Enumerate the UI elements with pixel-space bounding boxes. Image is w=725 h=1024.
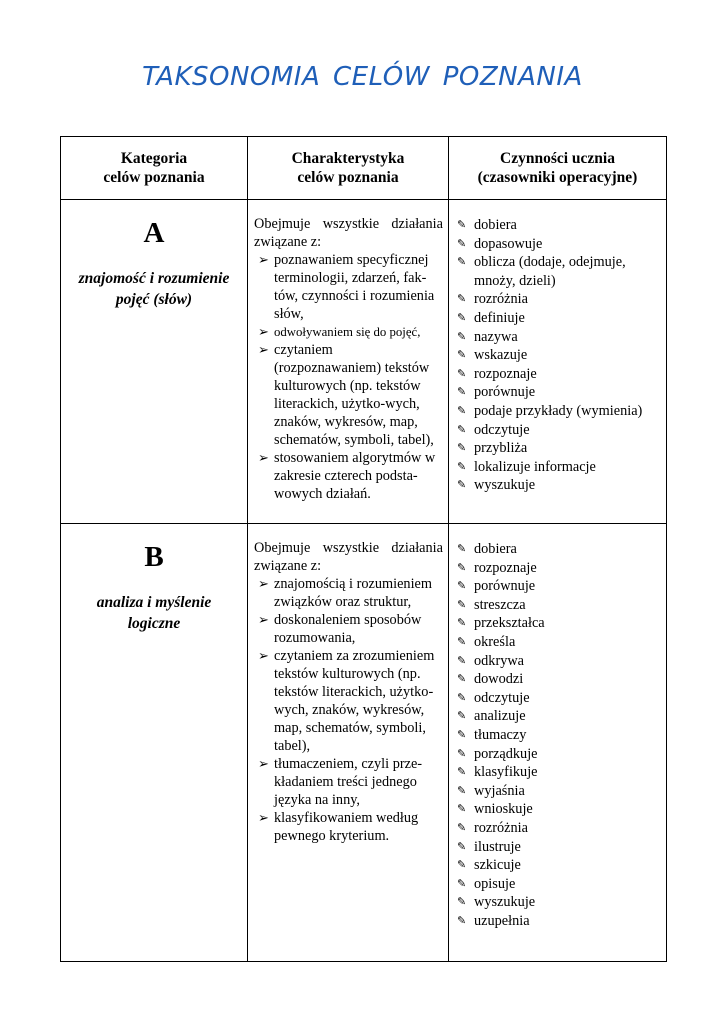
category-name: znajomość i rozumienie pojęć (słów) bbox=[78, 270, 230, 308]
arrow-bullet-icon: ➢ bbox=[258, 756, 269, 771]
list-item: ✎ przekształca bbox=[457, 615, 545, 632]
pencil-icon: ✎ bbox=[457, 422, 467, 436]
list-item: ✎ porządkuje bbox=[457, 745, 538, 762]
category-letter: B bbox=[144, 541, 164, 573]
header-category: Kategoria celów poznania bbox=[61, 137, 248, 200]
pencil-icon: ✎ bbox=[457, 292, 467, 306]
arrow-bullet-icon: ➢ bbox=[258, 324, 269, 339]
arrow-bullet-icon: ➢ bbox=[258, 252, 269, 267]
header-characteristics: Charakterystyka celów poznania bbox=[248, 137, 449, 200]
list-item: ✎ porównuje bbox=[457, 578, 536, 595]
list-item: ✎ streszcza bbox=[457, 596, 526, 613]
list-item: ➢ czytaniem za zrozumieniem tekstów kulturowych (np. tekstów literackich, użytko-wych, znaków, wykresów, map, schematów, symboli, tabel), bbox=[258, 648, 435, 754]
pencil-icon: ✎ bbox=[457, 895, 467, 909]
pencil-icon: ✎ bbox=[457, 218, 467, 231]
list-item: ✎ wskazuje bbox=[457, 347, 528, 364]
pencil-icon: ✎ bbox=[457, 441, 467, 455]
arrow-bullet-icon: ➢ bbox=[258, 450, 269, 465]
pencil-icon: ✎ bbox=[457, 913, 467, 927]
arrow-bullet-icon: ➢ bbox=[258, 342, 269, 357]
list-item: ✎ wyszukuje bbox=[457, 894, 536, 911]
list-item: ✎ rozróżnia bbox=[457, 819, 528, 836]
list-item: ✎ określa bbox=[457, 633, 516, 650]
pencil-icon: ✎ bbox=[457, 366, 467, 380]
list-item: ➢ poznawaniem specyficznej terminologii, zdarzeń, fak-tów, czynności i rozumienia słów, bbox=[258, 252, 435, 322]
list-item: ➢ doskonaleniem sposobów rozumowania, bbox=[258, 612, 422, 646]
list-item: ➢ tłumaczeniem, czyli prze-kładaniem treści jednego języka na inny, bbox=[258, 756, 423, 808]
pencil-icon: ✎ bbox=[457, 709, 467, 723]
arrow-bullet-icon: ➢ bbox=[258, 576, 269, 591]
characteristics-cell bbox=[248, 524, 449, 962]
pencil-icon: ✎ bbox=[457, 579, 467, 593]
list-item: ✎ dopasowuje bbox=[457, 235, 543, 252]
pencil-icon: ✎ bbox=[457, 348, 467, 362]
list-item: ✎ opisuje bbox=[457, 875, 516, 892]
list-item: ✎ lokalizuje informacje bbox=[457, 458, 596, 475]
characteristics-intro: Obejmuje wszystkie działania związane z: bbox=[254, 540, 443, 574]
list-item: ➢ znajomością i rozumieniem związków oraz struktur, bbox=[258, 576, 433, 610]
pencil-icon: ✎ bbox=[457, 783, 467, 797]
pencil-icon: ✎ bbox=[457, 329, 467, 343]
pencil-icon: ✎ bbox=[457, 597, 467, 611]
category-letter: A bbox=[143, 217, 165, 249]
pencil-icon: ✎ bbox=[457, 765, 467, 779]
taxonomy-table bbox=[60, 136, 667, 962]
list-item: ✎ nazywa bbox=[457, 328, 518, 345]
characteristics-list bbox=[254, 575, 443, 845]
pencil-icon: ✎ bbox=[457, 802, 467, 816]
pencil-icon: ✎ bbox=[457, 858, 467, 872]
verbs-list bbox=[457, 540, 660, 930]
list-item: ✎ klasyfikuje bbox=[457, 764, 538, 781]
pencil-icon: ✎ bbox=[457, 478, 467, 492]
pencil-icon: ✎ bbox=[457, 653, 467, 667]
pencil-icon: ✎ bbox=[457, 820, 467, 834]
pencil-icon: ✎ bbox=[457, 672, 467, 686]
list-item: ✎ odczytuje bbox=[457, 689, 530, 706]
list-item: ➢ stosowaniem algorytmów w zakresie czterech podsta-wowych działań. bbox=[258, 450, 436, 502]
pencil-icon: ✎ bbox=[457, 385, 467, 399]
list-item: ✎ rozpoznaje bbox=[457, 365, 537, 382]
pencil-icon: ✎ bbox=[457, 839, 467, 853]
list-item: ✎ szkicuje bbox=[457, 857, 521, 874]
pencil-icon: ✎ bbox=[457, 255, 467, 269]
list-item: ✎ definiuje bbox=[457, 309, 525, 326]
list-item: ✎ odczytuje bbox=[457, 421, 530, 438]
arrow-bullet-icon: ➢ bbox=[258, 612, 269, 627]
list-item: ✎ porównuje bbox=[457, 384, 536, 401]
list-item: ✎ rozróżnia bbox=[457, 291, 528, 308]
arrow-bullet-icon: ➢ bbox=[258, 810, 269, 825]
pencil-icon: ✎ bbox=[457, 236, 467, 250]
table-header-row bbox=[61, 137, 667, 200]
pencil-icon: ✎ bbox=[457, 876, 467, 890]
list-item: ✎ tłumaczy bbox=[457, 726, 527, 743]
list-item: ✎ dowodzi bbox=[457, 671, 524, 688]
list-item: ✎ oblicza (dodaje, odejmuje, mnoży, dzieli) bbox=[457, 254, 626, 289]
list-item: ➢ odwoływaniem się do pojęć, bbox=[258, 324, 421, 339]
arrow-bullet-icon: ➢ bbox=[258, 648, 269, 663]
pencil-icon: ✎ bbox=[457, 746, 467, 760]
list-item: ✎ dobiera bbox=[457, 541, 517, 557]
pencil-icon: ✎ bbox=[457, 403, 467, 417]
list-item: ✎ przybliża bbox=[457, 440, 528, 457]
list-item: ✎ analizuje bbox=[457, 708, 526, 725]
header-activities: Czynności ucznia (czasowniki operacyjne) bbox=[449, 137, 667, 200]
table-row bbox=[61, 524, 667, 962]
pencil-icon: ✎ bbox=[457, 634, 467, 648]
category-name: analiza i myślenie logiczne bbox=[96, 594, 212, 632]
activities-cell bbox=[449, 200, 667, 524]
characteristics-cell bbox=[248, 200, 449, 524]
list-item: ➢ klasyfikowaniem według pewnego kryterium. bbox=[258, 810, 419, 844]
list-item: ➢ czytaniem (rozpoznawaniem) tekstów kulturowych (np. tekstów literackich, użytko-wych, znaków, wykresów, map, schematów, symboli, tabel), bbox=[258, 342, 434, 448]
list-item: ✎ dobiera bbox=[457, 217, 517, 233]
pencil-icon: ✎ bbox=[457, 690, 467, 704]
list-item: ✎ wnioskuje bbox=[457, 801, 533, 818]
list-item: ✎ wyjaśnia bbox=[457, 782, 525, 799]
list-item: ✎ wyszukuje bbox=[457, 477, 536, 494]
pencil-icon: ✎ bbox=[457, 310, 467, 324]
list-item: ✎ odkrywa bbox=[457, 652, 525, 669]
table-row bbox=[61, 200, 667, 524]
list-item: ✎ podaje przykłady (wymienia) bbox=[457, 402, 643, 419]
pencil-icon: ✎ bbox=[457, 542, 467, 555]
characteristics-intro: Obejmuje wszystkie działania związane z: bbox=[254, 216, 443, 250]
verbs-list bbox=[457, 216, 660, 495]
characteristics-list bbox=[254, 251, 443, 503]
category-cell bbox=[61, 200, 248, 524]
pencil-icon: ✎ bbox=[457, 616, 467, 630]
pencil-icon: ✎ bbox=[457, 459, 467, 473]
page-title: TAKSONOMIA CELÓW POZNANIA bbox=[142, 62, 583, 92]
list-item: ✎ uzupełnia bbox=[457, 912, 530, 929]
pencil-icon: ✎ bbox=[457, 727, 467, 741]
pencil-icon: ✎ bbox=[457, 560, 467, 574]
activities-cell bbox=[449, 524, 667, 962]
list-item: ✎ ilustruje bbox=[457, 838, 521, 855]
category-cell bbox=[61, 524, 248, 962]
list-item: ✎ rozpoznaje bbox=[457, 559, 537, 576]
